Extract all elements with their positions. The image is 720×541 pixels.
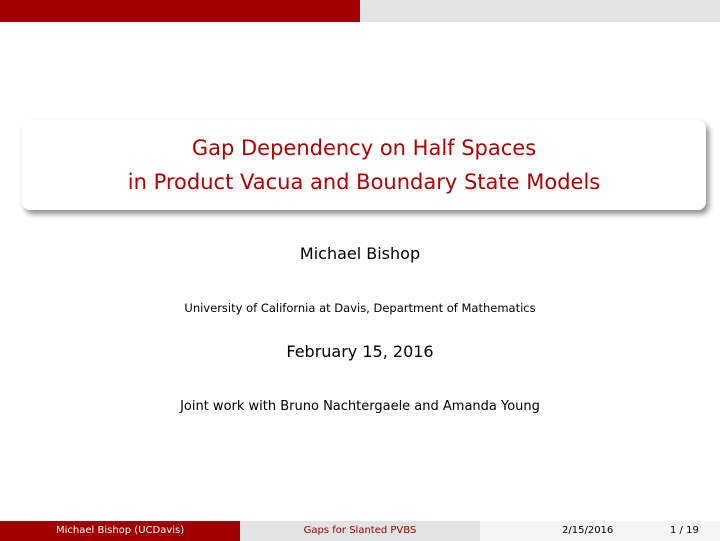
author-name: Michael Bishop [299,244,421,263]
footer-bar [0,521,720,541]
footer-page-number: 1 / 19 [670,525,699,536]
joint-work-note: Joint work with Bruno Nachtergaele and Amanda Young [180,399,540,414]
title-block [22,120,706,210]
footer-author: Michael Bishop (UCDavis) [0,521,240,541]
top-bar-left-segment [0,0,360,22]
top-header-bar [0,0,720,22]
footer-short-title: Gaps for Slanted PVBS [240,521,480,541]
institute: University of California at Davis, Department of Mathematics [184,301,536,315]
top-bar-right-segment [360,0,720,22]
footer-right-segment [480,521,720,541]
title-line-1: Gap Dependency on Half Spaces [191,136,537,160]
presentation-date: February 15, 2016 [286,342,434,361]
title-line-2: in Product Vacua and Boundary State Models [127,170,601,194]
footer-date: 2/15/2016 [562,525,614,536]
